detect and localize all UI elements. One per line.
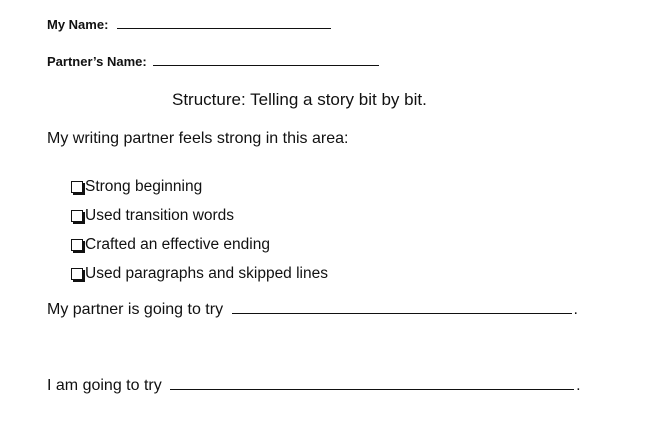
checklist-item [71, 230, 328, 259]
checkbox[interactable] [71, 268, 83, 280]
self-try-label: I am going to try [47, 377, 162, 394]
checklist-item [71, 201, 328, 230]
my-name-row [47, 14, 331, 34]
checkbox[interactable] [71, 239, 83, 251]
period: . [573, 301, 578, 318]
checklist [71, 172, 328, 288]
partner-name-label: Partner’s Name: [47, 54, 147, 69]
partner-try-label: My partner is going to try [47, 301, 224, 318]
partner-try-row [47, 299, 578, 319]
partner-try-field[interactable] [232, 299, 572, 314]
checklist-item [71, 259, 328, 288]
my-name-field[interactable] [117, 14, 331, 29]
page-title: Structure: Telling a story bit by bit. [172, 90, 427, 109]
my-name-label: My Name: [47, 17, 109, 32]
checklist-item-label: Used paragraphs and skipped lines [85, 264, 328, 282]
self-try-row [47, 375, 581, 395]
checkbox[interactable] [71, 181, 83, 193]
prompt-text: My writing partner feels strong in this area: [47, 130, 349, 147]
checklist-item [71, 172, 328, 201]
partner-name-field[interactable] [153, 51, 379, 66]
checklist-item-label: Crafted an effective ending [85, 235, 270, 253]
partner-name-row [47, 51, 379, 71]
period: . [576, 377, 581, 394]
checklist-item-label: Used transition words [85, 206, 235, 224]
self-try-field[interactable] [170, 375, 574, 390]
checkbox[interactable] [71, 210, 83, 222]
checklist-item-label: Strong beginning [85, 177, 203, 195]
